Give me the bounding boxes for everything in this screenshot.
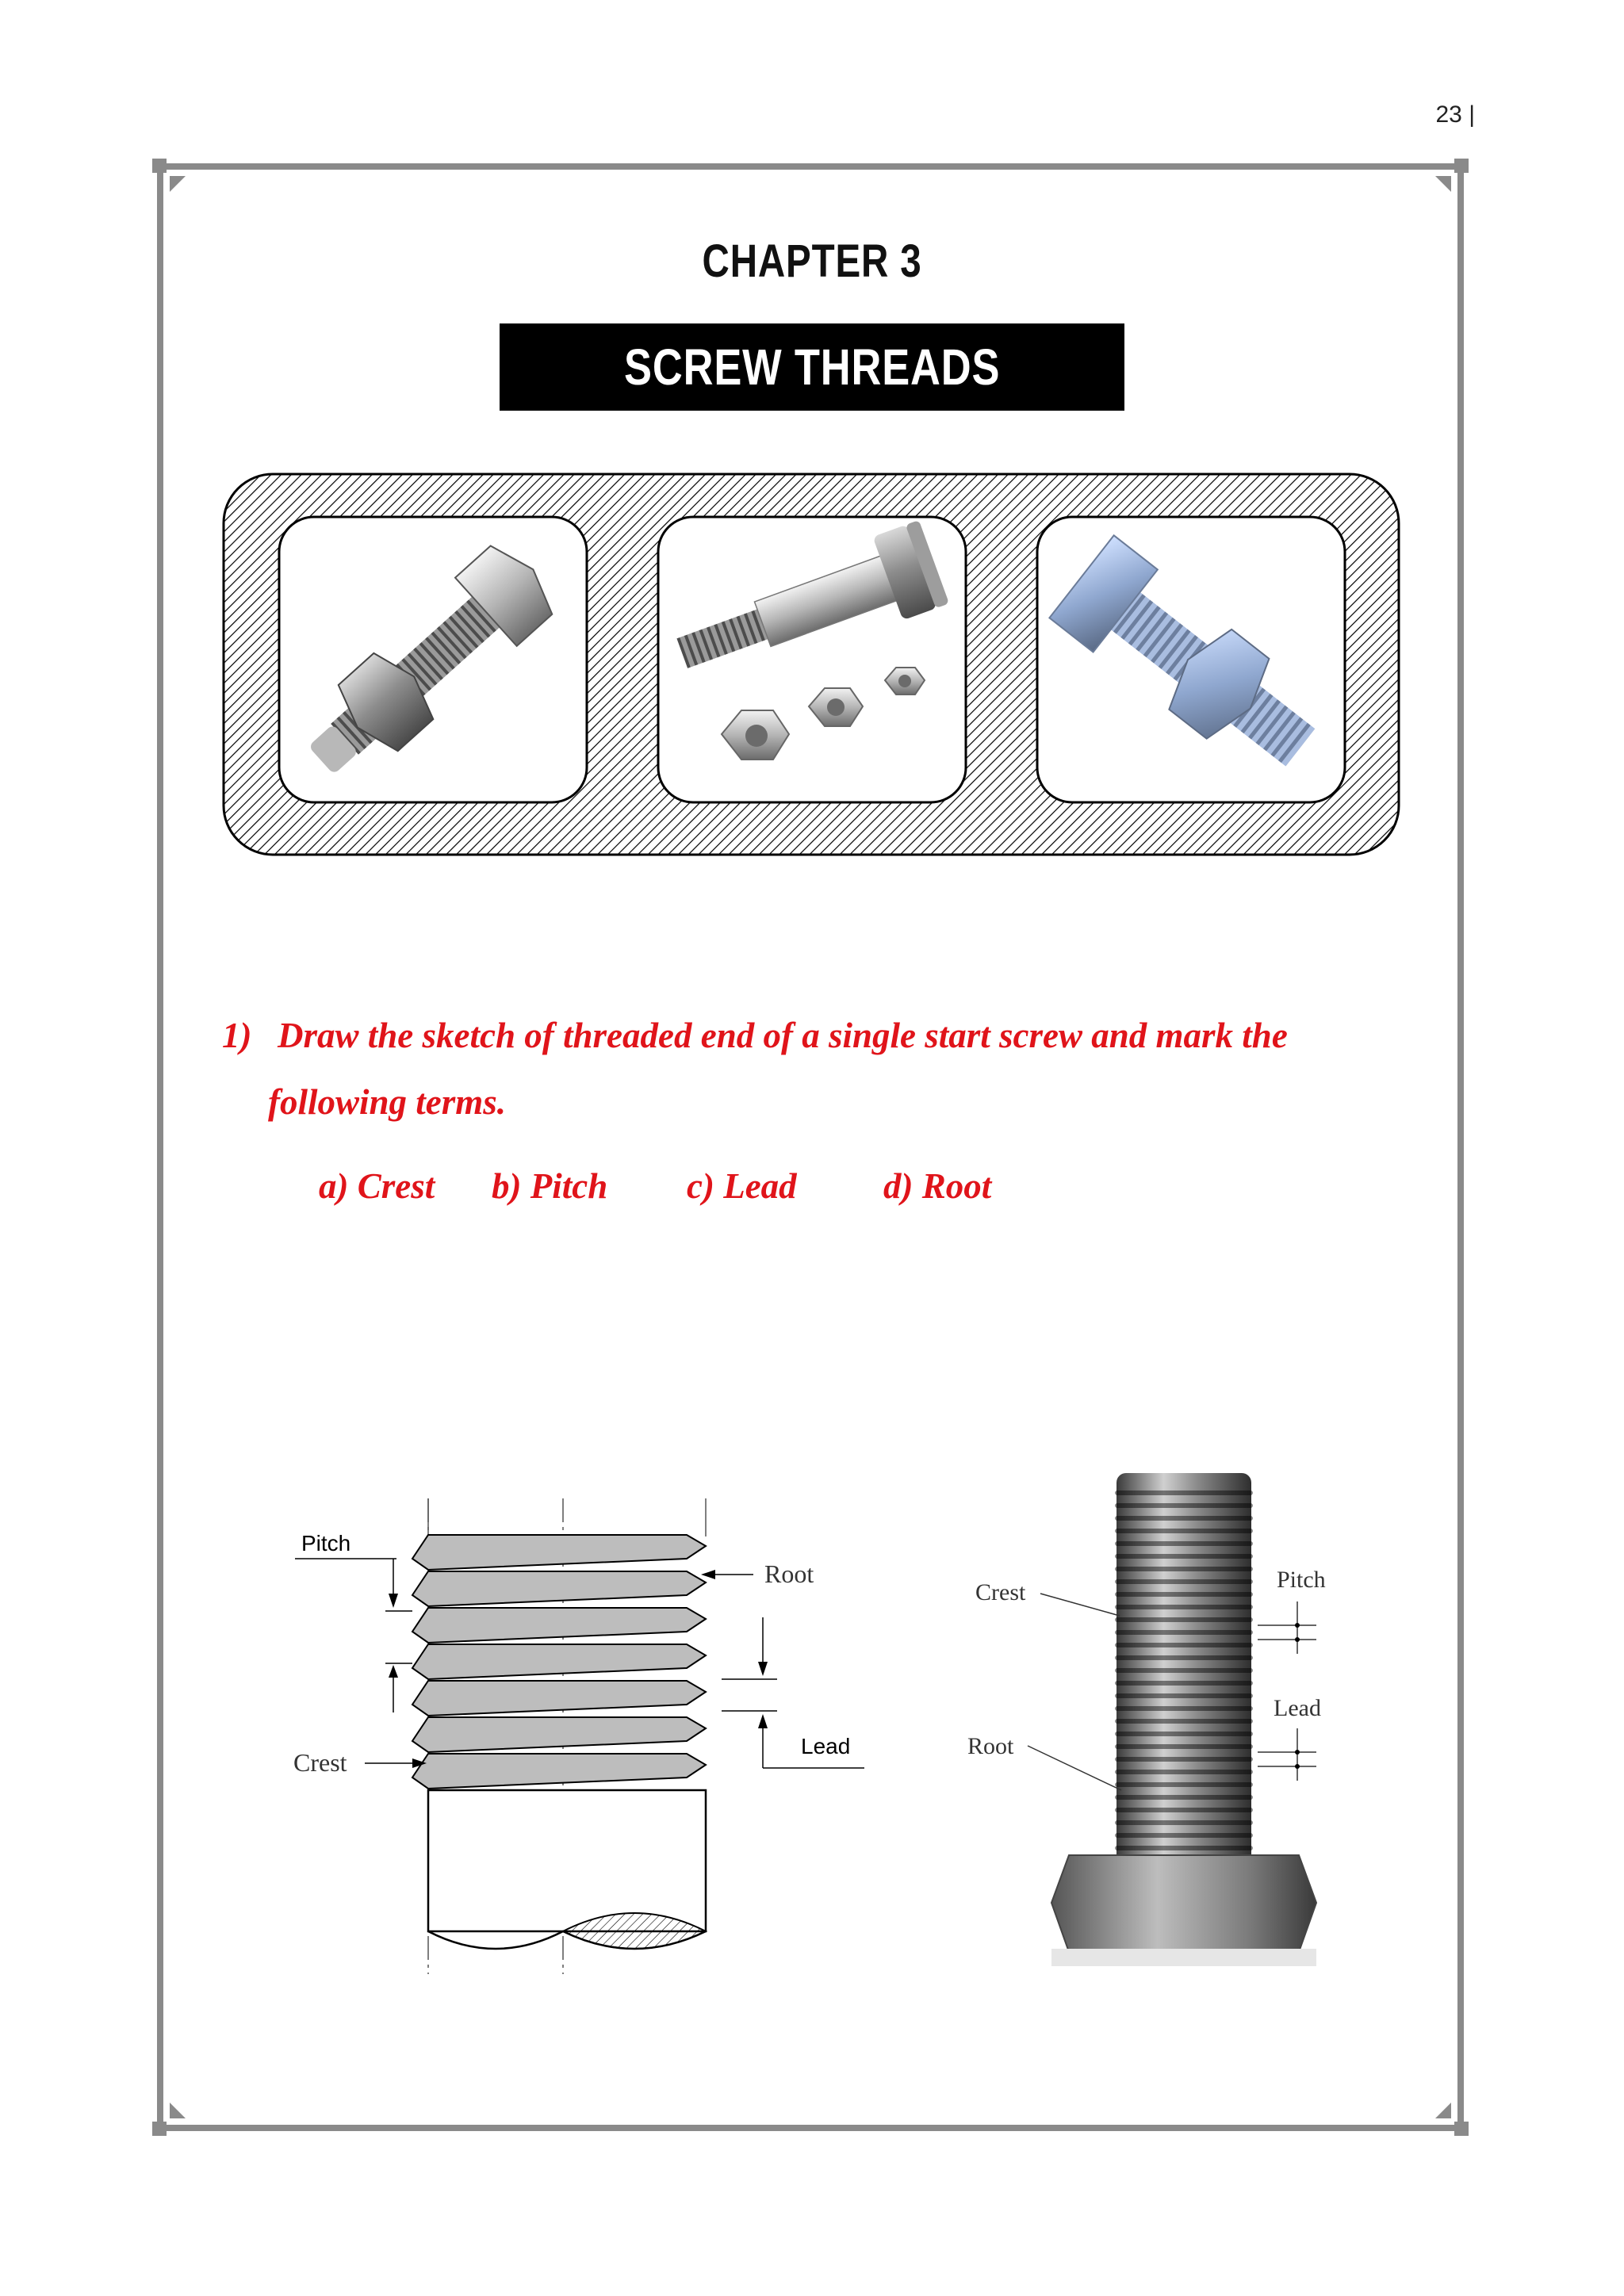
shoulder-bolt-photo [658,517,966,802]
thread-tooth [412,1608,706,1643]
crest-label: Crest [293,1748,347,1777]
photo-pitch-label: Pitch [1277,1567,1326,1593]
question-number: 1) [222,1016,252,1055]
bolt-thread-ridge [1115,1490,1253,1495]
bolt-thread-ridge [1115,1630,1253,1635]
bolt-thread-ridge [1115,1744,1253,1749]
thread-tooth [412,1681,706,1716]
bolt-thread-ridge [1115,1719,1253,1724]
bolt-thread-ridge [1115,1770,1253,1774]
bolt-thread-ridge [1115,1706,1253,1711]
bolt-thread-ridge [1115,1567,1253,1571]
page-number: 23 | [1435,101,1475,128]
frame-corner [1454,2122,1469,2136]
term-crest: a) Crest [319,1166,435,1206]
lead-label: Lead [801,1734,851,1758]
bolt-thread-ridge [1115,1554,1253,1559]
question-1 [222,1002,1411,1135]
bolt-thread-ridge [1115,1503,1253,1508]
bolt-thread-ridge [1115,1529,1253,1533]
bolt-thread-ridge [1115,1833,1253,1838]
photo-root-label: Root [967,1733,1014,1759]
thread-tooth [412,1717,706,1752]
bolt-thread-ridge [1115,1846,1253,1850]
question-text-line1: Draw the sketch of threaded end of a single start screw and mark the [278,1016,1288,1055]
bolt-thread-ridge [1115,1681,1253,1686]
pitch-label: Pitch [301,1531,351,1556]
question-text-line2: following terms. [268,1082,507,1122]
bolt-thread-ridge [1115,1516,1253,1521]
hex-bolt-labeled-photo [952,1459,1396,1974]
frame-corner [1454,159,1469,173]
bolt-thread-ridge [1115,1757,1253,1762]
frame-corner [152,2122,167,2136]
thread-sketch-diagram [278,1498,896,1990]
bolt-thread-ridge [1115,1808,1253,1812]
frame-triangle [1435,176,1451,192]
thread-tooth [412,1535,706,1570]
chapter-title-box [500,323,1124,411]
chapter-title: SCREW THREADS [623,339,1001,396]
bolt-thread-ridge [1115,1668,1253,1673]
root-label: Root [764,1559,814,1588]
bolt-thread-ridge [1115,1605,1253,1609]
frame-triangle [1435,2103,1451,2118]
frame-triangle [170,2103,186,2118]
bolt-threads [1115,1473,1253,1885]
bolt-thread-ridge [1115,1820,1253,1825]
square-head-bolt-photo [1037,517,1345,802]
term-pitch: b) Pitch [492,1166,608,1206]
thread-profile [412,1535,706,1789]
bolt-thread-ridge [1115,1541,1253,1546]
bolt-thread-ridge [1115,1782,1253,1787]
thread-tooth [412,1644,706,1679]
photo-lead-label: Lead [1274,1695,1321,1721]
photo-crest-label: Crest [975,1579,1026,1605]
term-root: d) Root [883,1166,992,1206]
frame-triangle [170,176,186,192]
bolt-thread-ridge [1115,1592,1253,1597]
bolt-image-gallery [222,473,1400,856]
bolt-thread-ridge [1115,1732,1253,1736]
bolt-thread-ridge [1115,1693,1253,1698]
thread-tooth [412,1754,706,1789]
bolt-thread-ridge [1115,1795,1253,1800]
frame-corner [152,159,167,173]
bolt-thread-ridge [1115,1617,1253,1622]
thread-tooth [412,1571,706,1606]
hex-bolt-photo [279,517,587,802]
bolt-thread-ridge [1115,1655,1253,1660]
bolt-thread-ridge [1115,1643,1253,1647]
bolt-thread-ridge [1115,1579,1253,1584]
chapter-heading: CHAPTER 3 [702,235,922,287]
term-lead: c) Lead [687,1166,797,1206]
